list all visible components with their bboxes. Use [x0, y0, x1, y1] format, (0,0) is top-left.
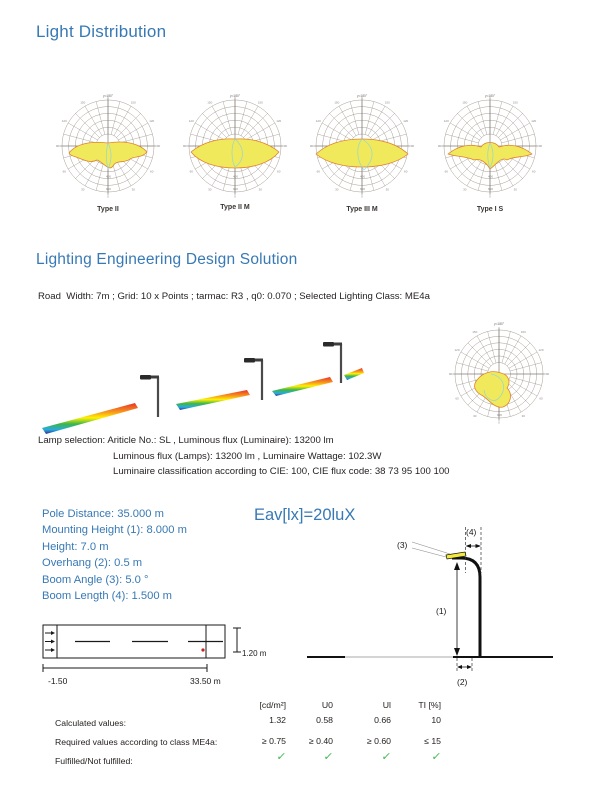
calculated-luminance: 1.32: [269, 715, 286, 725]
section-title: Lighting Engineering Design Solution: [36, 251, 298, 268]
svg-text:150: 150: [462, 100, 468, 105]
check-icon: ✓: [380, 751, 392, 763]
svg-text:30: 30: [208, 187, 212, 192]
check-icon: ✓: [430, 751, 442, 763]
polar-top-label: γ=180°: [356, 94, 368, 98]
required-u0: ≥ 0.40: [308, 736, 333, 746]
callout-line: [412, 548, 446, 557]
street-illustration: [30, 318, 420, 438]
svg-text:60: 60: [455, 396, 459, 401]
svg-text:0: 0: [234, 194, 236, 199]
required-ti: ≤ 15: [424, 736, 441, 746]
table-header-luminance: [cd/m²]: [259, 700, 286, 710]
svg-text:120: 120: [61, 118, 67, 123]
svg-text:150: 150: [472, 329, 478, 334]
check-icon: ✓: [322, 751, 334, 763]
direction-arrowheads: [51, 631, 55, 652]
road-info-text: Road Width: 7m ; Grid: 10 x Points ; tarmac: R3 , q0: 0.070 ; Selected Lighting Class: ME4a: [38, 291, 430, 302]
svg-text:400: 400: [232, 174, 239, 179]
required-ul: ≥ 0.60: [366, 736, 391, 746]
street-pole: [140, 375, 159, 417]
svg-text:30: 30: [513, 187, 517, 192]
street-pole: [323, 342, 342, 383]
lamp-selection-line: Luminaire classification according to CIE: 100, CIE flux code: 38 73 95 100 100: [113, 466, 450, 477]
arrowhead: [467, 665, 472, 669]
svg-text:0: 0: [489, 194, 491, 199]
param-overhang: Overhang (2): 0.5 m: [42, 557, 143, 570]
svg-text:120: 120: [538, 347, 544, 352]
lamp-selection-block: [38, 433, 450, 480]
type-label-1: Type II: [97, 206, 119, 213]
svg-text:0: 0: [361, 194, 363, 199]
param-boom-angle: Boom Angle (3): 5.0 °: [42, 573, 149, 586]
arrowhead: [454, 562, 460, 570]
label-boom-angle: (3): [397, 540, 408, 550]
type-label-2: Type II M: [220, 204, 250, 211]
direction-arrows: [45, 633, 52, 650]
param-pole-distance: Pole Distance: 35.000 m: [42, 508, 164, 520]
svg-text:150: 150: [334, 100, 340, 105]
svg-text:150: 150: [512, 100, 518, 105]
polar-diagram-solution: [435, 316, 565, 440]
row-label-fulfilled: Fulfilled/Not fulfilled:: [55, 756, 133, 766]
label-overhang: (2): [457, 677, 468, 687]
svg-text:150: 150: [207, 100, 213, 105]
lamp-selection-line: Lamp selection: Ariticle No.: SL , Luminous flux (Luminaire): 13200 lm: [38, 435, 334, 446]
svg-text:150: 150: [384, 100, 390, 105]
svg-text:150: 150: [257, 100, 263, 105]
svg-text:60: 60: [404, 169, 408, 174]
svg-text:120: 120: [454, 347, 460, 352]
lamp-selection-line: Luminous flux (Lamps): 13200 lm , Luminaire Wattage: 102.3W: [113, 450, 382, 462]
table-header-u0: U0: [321, 700, 333, 710]
svg-text:30: 30: [385, 187, 389, 192]
lane-height-dimension: [233, 628, 241, 652]
svg-text:90: 90: [55, 144, 60, 148]
svg-text:60: 60: [532, 169, 536, 174]
eav-value: Eav[lx]=20luX: [254, 506, 356, 524]
label-boom-length: (4): [466, 527, 477, 537]
row-label-required: Required values according to class ME4a:: [55, 737, 218, 747]
pole-dimension-diagram: [300, 515, 560, 693]
arrowhead: [476, 544, 482, 548]
light-patch: [344, 368, 364, 380]
arrowhead: [457, 665, 462, 669]
label-mounting-height: (1): [436, 606, 447, 616]
row-label-calculated: Calculated values:: [55, 718, 126, 728]
type-label-4: Type I S: [476, 206, 504, 213]
polar-diagram-type-ii-m: [173, 88, 297, 212]
svg-text:90: 90: [309, 144, 314, 148]
page-title: Light Distribution: [36, 22, 167, 41]
svg-text:0: 0: [498, 420, 500, 425]
svg-text:600: 600: [232, 187, 239, 192]
svg-text:600: 600: [487, 187, 494, 192]
calculated-ti: 10: [431, 715, 441, 725]
svg-text:90: 90: [448, 372, 453, 376]
calculated-u0: 0.58: [316, 715, 333, 725]
svg-text:120: 120: [403, 118, 409, 123]
svg-text:60: 60: [539, 396, 543, 401]
param-mounting-height: Mounting Height (1): 8.000 m: [42, 524, 187, 537]
length-dimension: [43, 664, 207, 672]
table-header-ul: Ul: [382, 700, 391, 710]
arrowhead: [466, 544, 472, 548]
svg-text:120: 120: [315, 118, 321, 123]
polar-top-label: γ=180°: [493, 322, 505, 326]
svg-text:120: 120: [149, 118, 155, 123]
svg-text:150: 150: [130, 100, 136, 105]
svg-text:30: 30: [335, 187, 339, 192]
param-boom-length: Boom Length (4): 1.500 m: [42, 590, 172, 603]
callout-line: [412, 542, 450, 554]
svg-text:0: 0: [107, 194, 109, 199]
svg-text:60: 60: [189, 169, 193, 174]
svg-text:600: 600: [105, 187, 112, 192]
polar-diagram-type-i-s: [428, 88, 552, 212]
svg-text:30: 30: [81, 187, 85, 192]
polar-top-label: γ=180°: [229, 94, 241, 98]
light-patch: [272, 377, 333, 396]
svg-text:150: 150: [520, 329, 526, 334]
svg-text:60: 60: [62, 169, 66, 174]
beam-shape: [316, 139, 408, 167]
svg-text:60: 60: [444, 169, 448, 174]
svg-text:90: 90: [283, 144, 288, 148]
svg-text:30: 30: [131, 187, 135, 192]
param-height: Height: 7.0 m: [42, 540, 109, 553]
svg-text:90: 90: [182, 144, 187, 148]
observer-point: [201, 648, 204, 651]
polar-diagram-type-iii-m: [300, 88, 424, 212]
polar-top-label: γ=180°: [484, 94, 496, 98]
svg-text:150: 150: [80, 100, 86, 105]
svg-text:90: 90: [437, 144, 442, 148]
svg-text:120: 120: [188, 118, 194, 123]
installation-parameters: [42, 506, 187, 604]
svg-text:120: 120: [531, 118, 537, 123]
light-patch: [176, 390, 250, 410]
svg-text:30: 30: [258, 187, 262, 192]
svg-text:90: 90: [156, 144, 161, 148]
svg-text:400: 400: [105, 174, 112, 179]
svg-text:30: 30: [473, 414, 477, 419]
svg-text:120: 120: [276, 118, 282, 123]
svg-text:60: 60: [277, 169, 281, 174]
type-label-3: Type III M: [346, 206, 378, 213]
check-icon: ✓: [275, 751, 287, 763]
end-chainage-label: 33.50 m: [190, 676, 221, 686]
svg-text:600: 600: [496, 413, 503, 418]
pole-outline: [452, 558, 480, 657]
svg-text:60: 60: [150, 169, 154, 174]
beam-shape: [448, 143, 532, 170]
calculated-ul: 0.66: [374, 715, 391, 725]
svg-text:90: 90: [538, 144, 543, 148]
road-layout-diagram: [40, 616, 275, 691]
svg-text:30: 30: [463, 187, 467, 192]
table-header-ti: TI [%]: [418, 700, 441, 710]
polar-top-label: γ=180°: [102, 94, 114, 98]
svg-text:600: 600: [359, 187, 366, 192]
light-patch: [42, 403, 138, 434]
start-chainage-label: -1.50: [48, 676, 68, 686]
svg-text:30: 30: [521, 414, 525, 419]
svg-text:90: 90: [545, 372, 550, 376]
arrowhead: [454, 648, 460, 656]
svg-text:90: 90: [410, 144, 415, 148]
lane-height-label: 1.20 m: [242, 649, 267, 658]
svg-text:120: 120: [443, 118, 449, 123]
polar-diagram-type-ii: [46, 88, 170, 212]
required-luminance: ≥ 0.75: [261, 736, 286, 746]
beam-shape: [475, 372, 511, 408]
svg-text:400: 400: [487, 174, 494, 179]
svg-text:60: 60: [316, 169, 320, 174]
svg-text:400: 400: [359, 174, 366, 179]
